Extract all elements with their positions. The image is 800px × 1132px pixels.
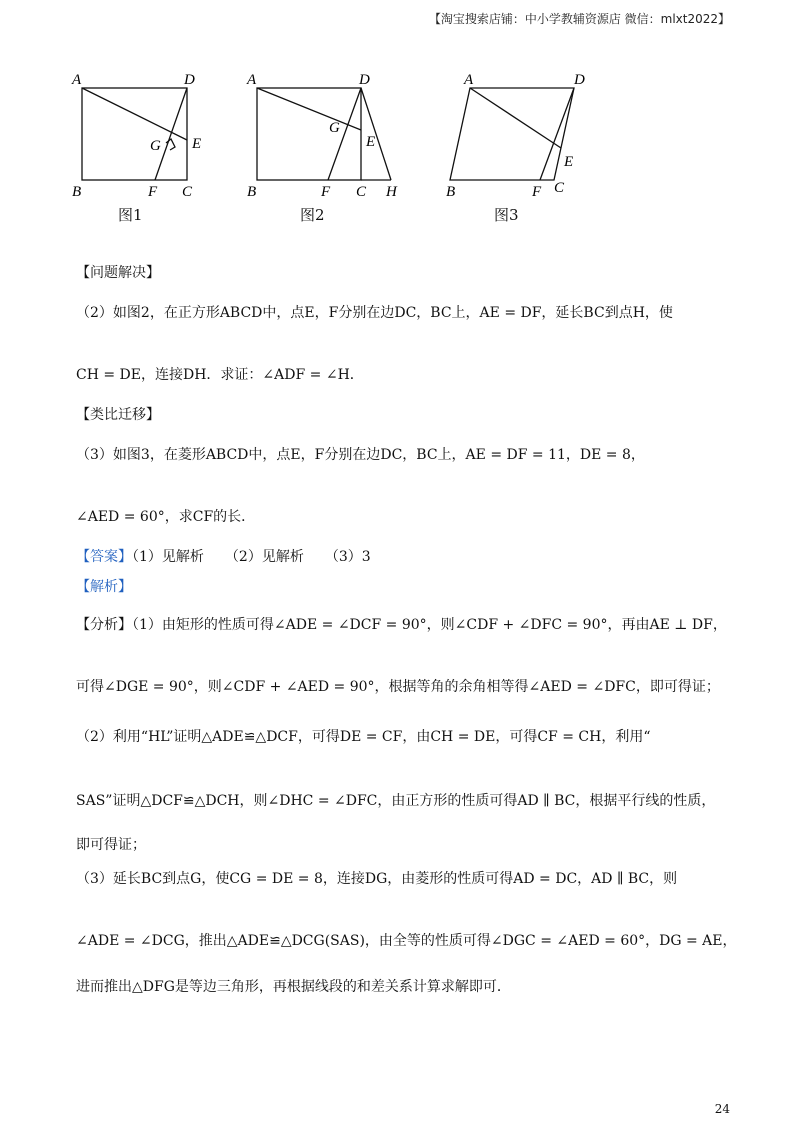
label-c: C [554, 180, 565, 196]
figure-1-caption: 图1 [118, 206, 143, 224]
analysis-line-1: 【分析】（1）由矩形的性质可得∠ADE = ∠DCF = 90°，则∠CDF + ∠DFC = 90°，再由AE ⊥ DF， [76, 617, 727, 633]
problem-solving-heading: 【问题解决】 [76, 265, 160, 281]
label-a: A [72, 72, 82, 88]
figure-3-diagram [440, 68, 600, 198]
header-note: 【淘宝搜索店铺：中小学教辅资源店 微信：mlxt2022】 [428, 12, 730, 26]
label-e: E [366, 134, 376, 150]
figure-2-caption: 图2 [300, 206, 325, 224]
figure-2-diagram [245, 68, 415, 198]
analysis-label: 【解析】 [76, 579, 132, 595]
figure-2 [245, 68, 415, 202]
label-e: E [192, 136, 202, 152]
segment-df [155, 88, 187, 180]
question-2-line-2: CH = DE，连接DH．求证：∠ADF = ∠H． [76, 367, 364, 383]
segment-ae [257, 88, 361, 130]
label-a: A [464, 72, 474, 88]
label-f: F [148, 184, 158, 198]
figure-1-diagram [70, 68, 220, 198]
analysis-line-4: SAS”证明△DCF≌△DCH，则∠DHC = ∠DFC，由正方形的性质可得AD ∥ BC，根据平行线的性质， [76, 793, 716, 809]
label-b: B [247, 184, 257, 198]
label-b: B [446, 184, 456, 198]
analysis-line-3: （2）利用“HL”证明△ADE≌△DCF，可得DE = CF，由CH = DE，可得CF = CH，利用“ [76, 729, 651, 745]
label-g: G [150, 138, 161, 154]
page-number: 24 [714, 1102, 730, 1116]
analysis-line-7: ∠ADE = ∠DCG，推出△ADE≌△DCG(SAS)，由全等的性质可得∠DGC = ∠AED = 60°，DG = AE， [76, 933, 737, 949]
label-c: C [182, 184, 193, 198]
segment-ae [470, 88, 561, 148]
label-a: A [247, 72, 257, 88]
question-3-line-2: ∠AED = 60°，求CF的长． [76, 509, 256, 525]
analysis-line-2: 可得∠DGE = 90°，则∠CDF + ∠AED = 90°，根据等角的余角相等得∠AED = ∠DFC，即可得证； [76, 679, 720, 695]
label-d: D [184, 72, 195, 88]
answer-row [76, 546, 371, 566]
question-2-line-1: （2）如图2，在正方形ABCD中，点E，F分别在边DC，BC上，AE = DF，延长BC到点H，使 [76, 305, 673, 321]
figure-1 [70, 68, 220, 202]
label-h: H [386, 184, 397, 198]
label-f: F [532, 184, 542, 198]
square-abcd [257, 88, 361, 180]
label-e: E [564, 154, 574, 170]
label-g: G [329, 120, 340, 136]
label-c: C [356, 184, 367, 198]
question-3-line-1: （3）如图3，在菱形ABCD中，点E，F分别在边DC，BC上，AE = DF = 11，DE = 8， [76, 447, 645, 463]
analysis-line-8: 进而推出△DFG是等边三角形，再根据线段的和差关系计算求解即可． [76, 979, 511, 995]
answer-label: 【答案】 [76, 549, 132, 565]
label-d: D [359, 72, 370, 88]
label-f: F [321, 184, 331, 198]
label-d: D [574, 72, 585, 88]
label-b: B [72, 184, 82, 198]
analogy-heading: 【类比迁移】 [76, 407, 160, 423]
rhombus-abcd [450, 88, 574, 180]
analysis-line-5: 即可得证； [76, 837, 146, 853]
analysis-line-6: （3）延长BC到点G，使CG = DE = 8，连接DG，由菱形的性质可得AD = DC，AD ∥ BC，则 [76, 871, 678, 887]
answer-text: （1）见解析 （2）见解析 （3）3 [132, 549, 371, 565]
figure-3-caption: 图3 [494, 206, 519, 224]
figure-3 [440, 68, 600, 202]
